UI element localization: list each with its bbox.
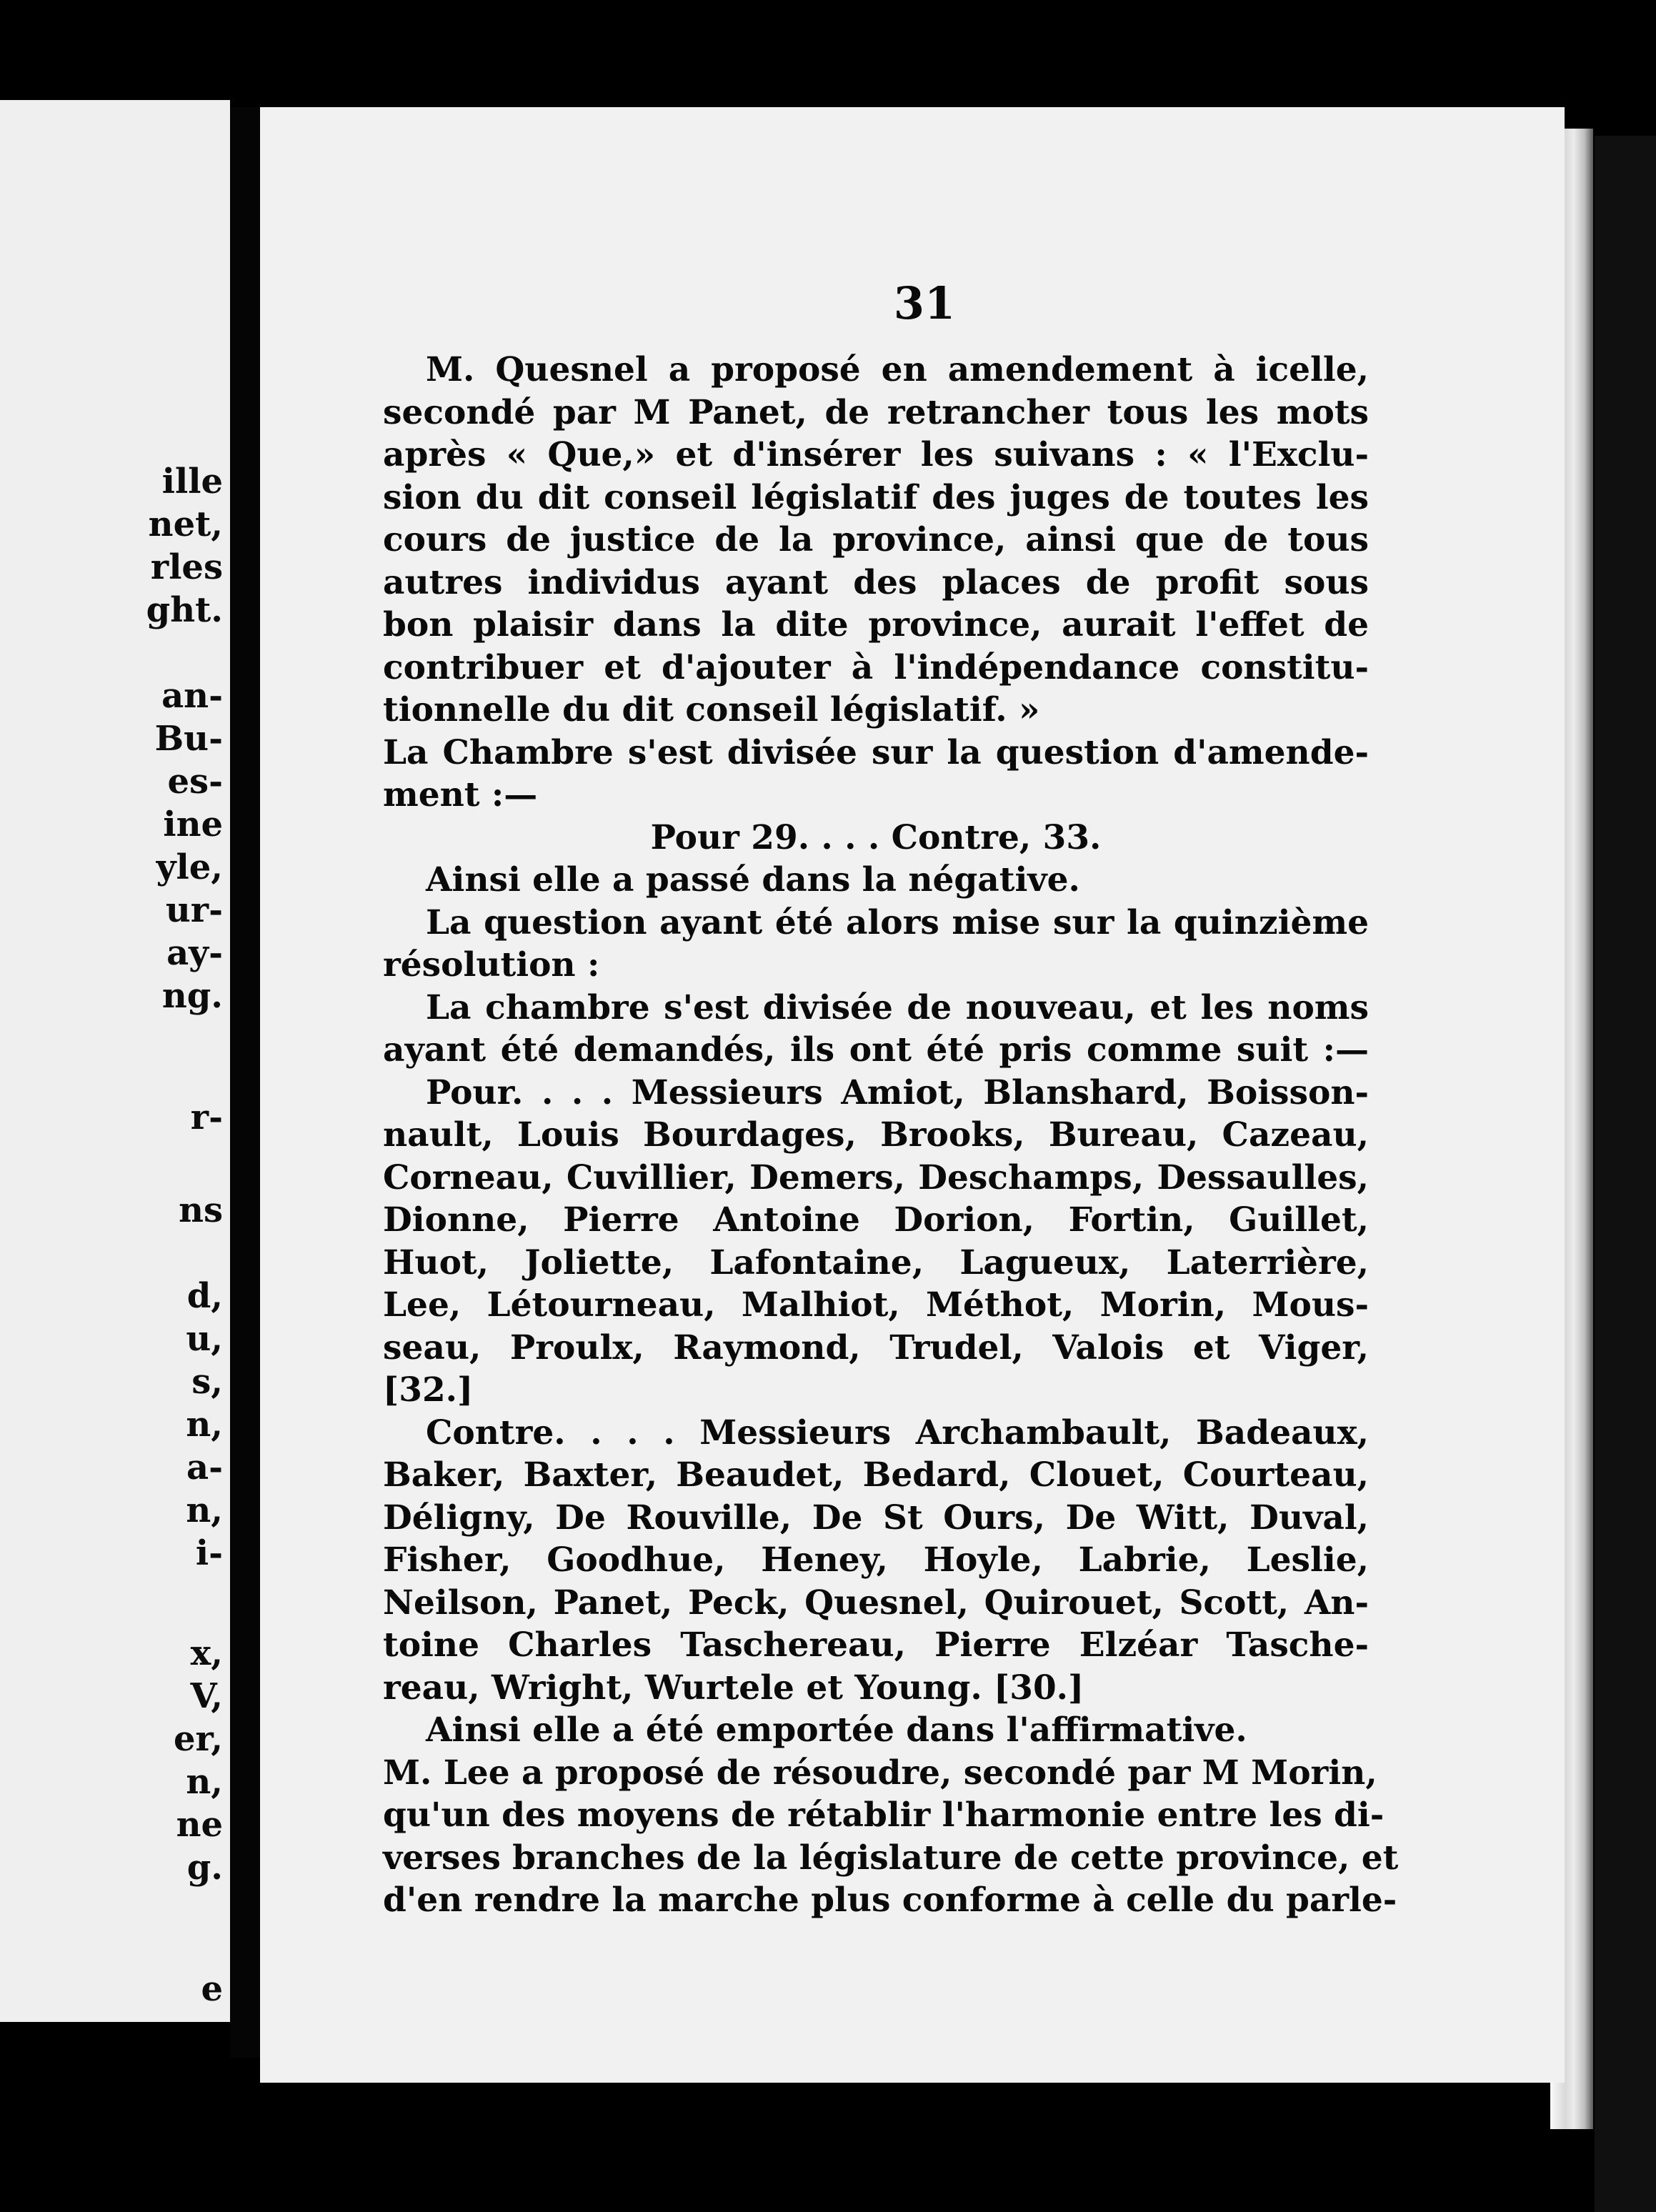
text-line: Lee, Létourneau, Malhiot, Méthot, Morin, Mous-: [383, 1285, 1369, 1325]
text-line: La question ayant été alors mise sur la quinzième: [426, 902, 1369, 942]
left-fragment: V,: [190, 1676, 223, 1716]
left-fragment: es-: [167, 762, 223, 802]
left-fragment: s,: [191, 1362, 223, 1402]
text-line: Corneau, Cuvillier, Demers, Deschamps, Dessaulles,: [383, 1157, 1369, 1197]
left-fragment: net,: [148, 504, 223, 544]
book-cover-edge: [1595, 136, 1656, 2212]
left-fragment: er,: [173, 1719, 223, 1759]
page-number: 31: [893, 277, 956, 329]
text-line: Ainsi elle a été emportée dans l'affirmative.: [426, 1710, 1247, 1750]
text-line: Huot, Joliette, Lafontaine, Lagueux, Laterrière,: [383, 1242, 1369, 1282]
left-fragment: n,: [186, 1405, 223, 1445]
left-fragment: ine: [163, 804, 223, 845]
text-line: sion du dit conseil législatif des juges de toutes les: [383, 477, 1369, 517]
facing-page-fragment: [0, 100, 230, 2022]
text-line: Fisher, Goodhue, Heney, Hoyle, Labrie, Leslie,: [383, 1540, 1369, 1580]
text-line: verses branches de la législature de cette province, et: [383, 1838, 1399, 1878]
left-fragment: yle,: [156, 847, 223, 887]
text-line: d'en rendre la marche plus conforme à celle du parle-: [383, 1880, 1397, 1920]
text-line: secondé par M Panet, de retrancher tous les mots: [383, 392, 1369, 432]
text-line: tionnelle du dit conseil législatif. »: [383, 690, 1040, 729]
page-text: [383, 349, 1399, 1922]
left-fragment: a-: [186, 1448, 223, 1488]
text-line: M. Quesnel a proposé en amendement à icelle,: [426, 350, 1369, 389]
text-line: reau, Wright, Wurtele et Young. [30.]: [383, 1668, 1084, 1708]
text-line: autres individus ayant des places de profit sous: [383, 562, 1369, 602]
left-fragment: n,: [186, 1490, 223, 1530]
left-fragment: r-: [190, 1097, 223, 1137]
left-fragment: u,: [186, 1319, 223, 1359]
text-line: Neilson, Panet, Peck, Quesnel, Quirouet, Scott, An-: [383, 1583, 1369, 1623]
text-line: ayant été demandés, ils ont été pris comme suit :—: [383, 1030, 1369, 1070]
left-fragment: e: [201, 1969, 223, 2009]
vote-tally: Pour 29. . . . Contre, 33.: [650, 817, 1102, 857]
left-fragment: x,: [190, 1633, 223, 1673]
text-line: M. Lee a proposé de résoudre, secondé par M Morin,: [383, 1753, 1377, 1793]
text-line: après « Que,» et d'insérer les suivans : « l'Exclu-: [383, 435, 1369, 474]
text-line: contribuer et d'ajouter à l'indépendance constitu-: [383, 647, 1369, 687]
text-line: cours de justice de la province, ainsi que de tous: [383, 520, 1369, 559]
text-line: Déligny, De Rouville, De St Ours, De Witt, Duval,: [383, 1498, 1369, 1538]
vote-list-contre: Contre. . . . Messieurs Archambault, Badeaux,: [426, 1413, 1369, 1453]
text-line: résolution :: [383, 945, 600, 985]
text-line: nault, Louis Bourdages, Brooks, Bureau, Cazeau,: [383, 1115, 1369, 1155]
left-fragment: ns: [179, 1190, 223, 1230]
left-fragment: n,: [186, 1762, 223, 1802]
left-fragment: an-: [161, 676, 223, 716]
left-fragment: ne: [176, 1805, 223, 1845]
vote-count: [32.]: [383, 1370, 474, 1410]
text-line: toine Charles Taschereau, Pierre Elzéar Tasche-: [383, 1625, 1369, 1665]
left-fragment: ille: [161, 462, 223, 502]
left-fragment: ur-: [165, 890, 223, 930]
book-gutter: [230, 107, 260, 2058]
left-fragment: i-: [195, 1533, 223, 1573]
text-line: ment :—: [383, 775, 538, 814]
text-line: Baker, Baxter, Beaudet, Bedard, Clouet, Courteau,: [383, 1455, 1369, 1495]
text-line: La chambre s'est divisée de nouveau, et les noms: [426, 987, 1369, 1027]
left-fragment: rles: [150, 547, 223, 587]
left-fragment: g.: [186, 1848, 223, 1888]
left-fragment: ng.: [161, 976, 223, 1016]
vote-list-pour: Pour. . . . Messieurs Amiot, Blanshard, Boisson-: [426, 1072, 1369, 1112]
text-line: bon plaisir dans la dite province, aurait l'effet de: [383, 605, 1369, 644]
left-fragment: d,: [186, 1276, 223, 1316]
text-line: qu'un des moyens de rétablir l'harmonie entre les di-: [383, 1795, 1385, 1835]
main-page: [260, 107, 1565, 2083]
text-line: Dionne, Pierre Antoine Dorion, Fortin, Guillet,: [383, 1200, 1369, 1240]
left-fragment: Bu-: [154, 719, 223, 759]
left-fragment: ay-: [166, 933, 223, 973]
text-line: seau, Proulx, Raymond, Trudel, Valois et Viger,: [383, 1327, 1369, 1367]
text-line: Ainsi elle a passé dans la négative.: [426, 860, 1080, 900]
text-line: La Chambre s'est divisée sur la question d'amende-: [383, 732, 1369, 772]
left-fragment: ght.: [146, 590, 223, 630]
